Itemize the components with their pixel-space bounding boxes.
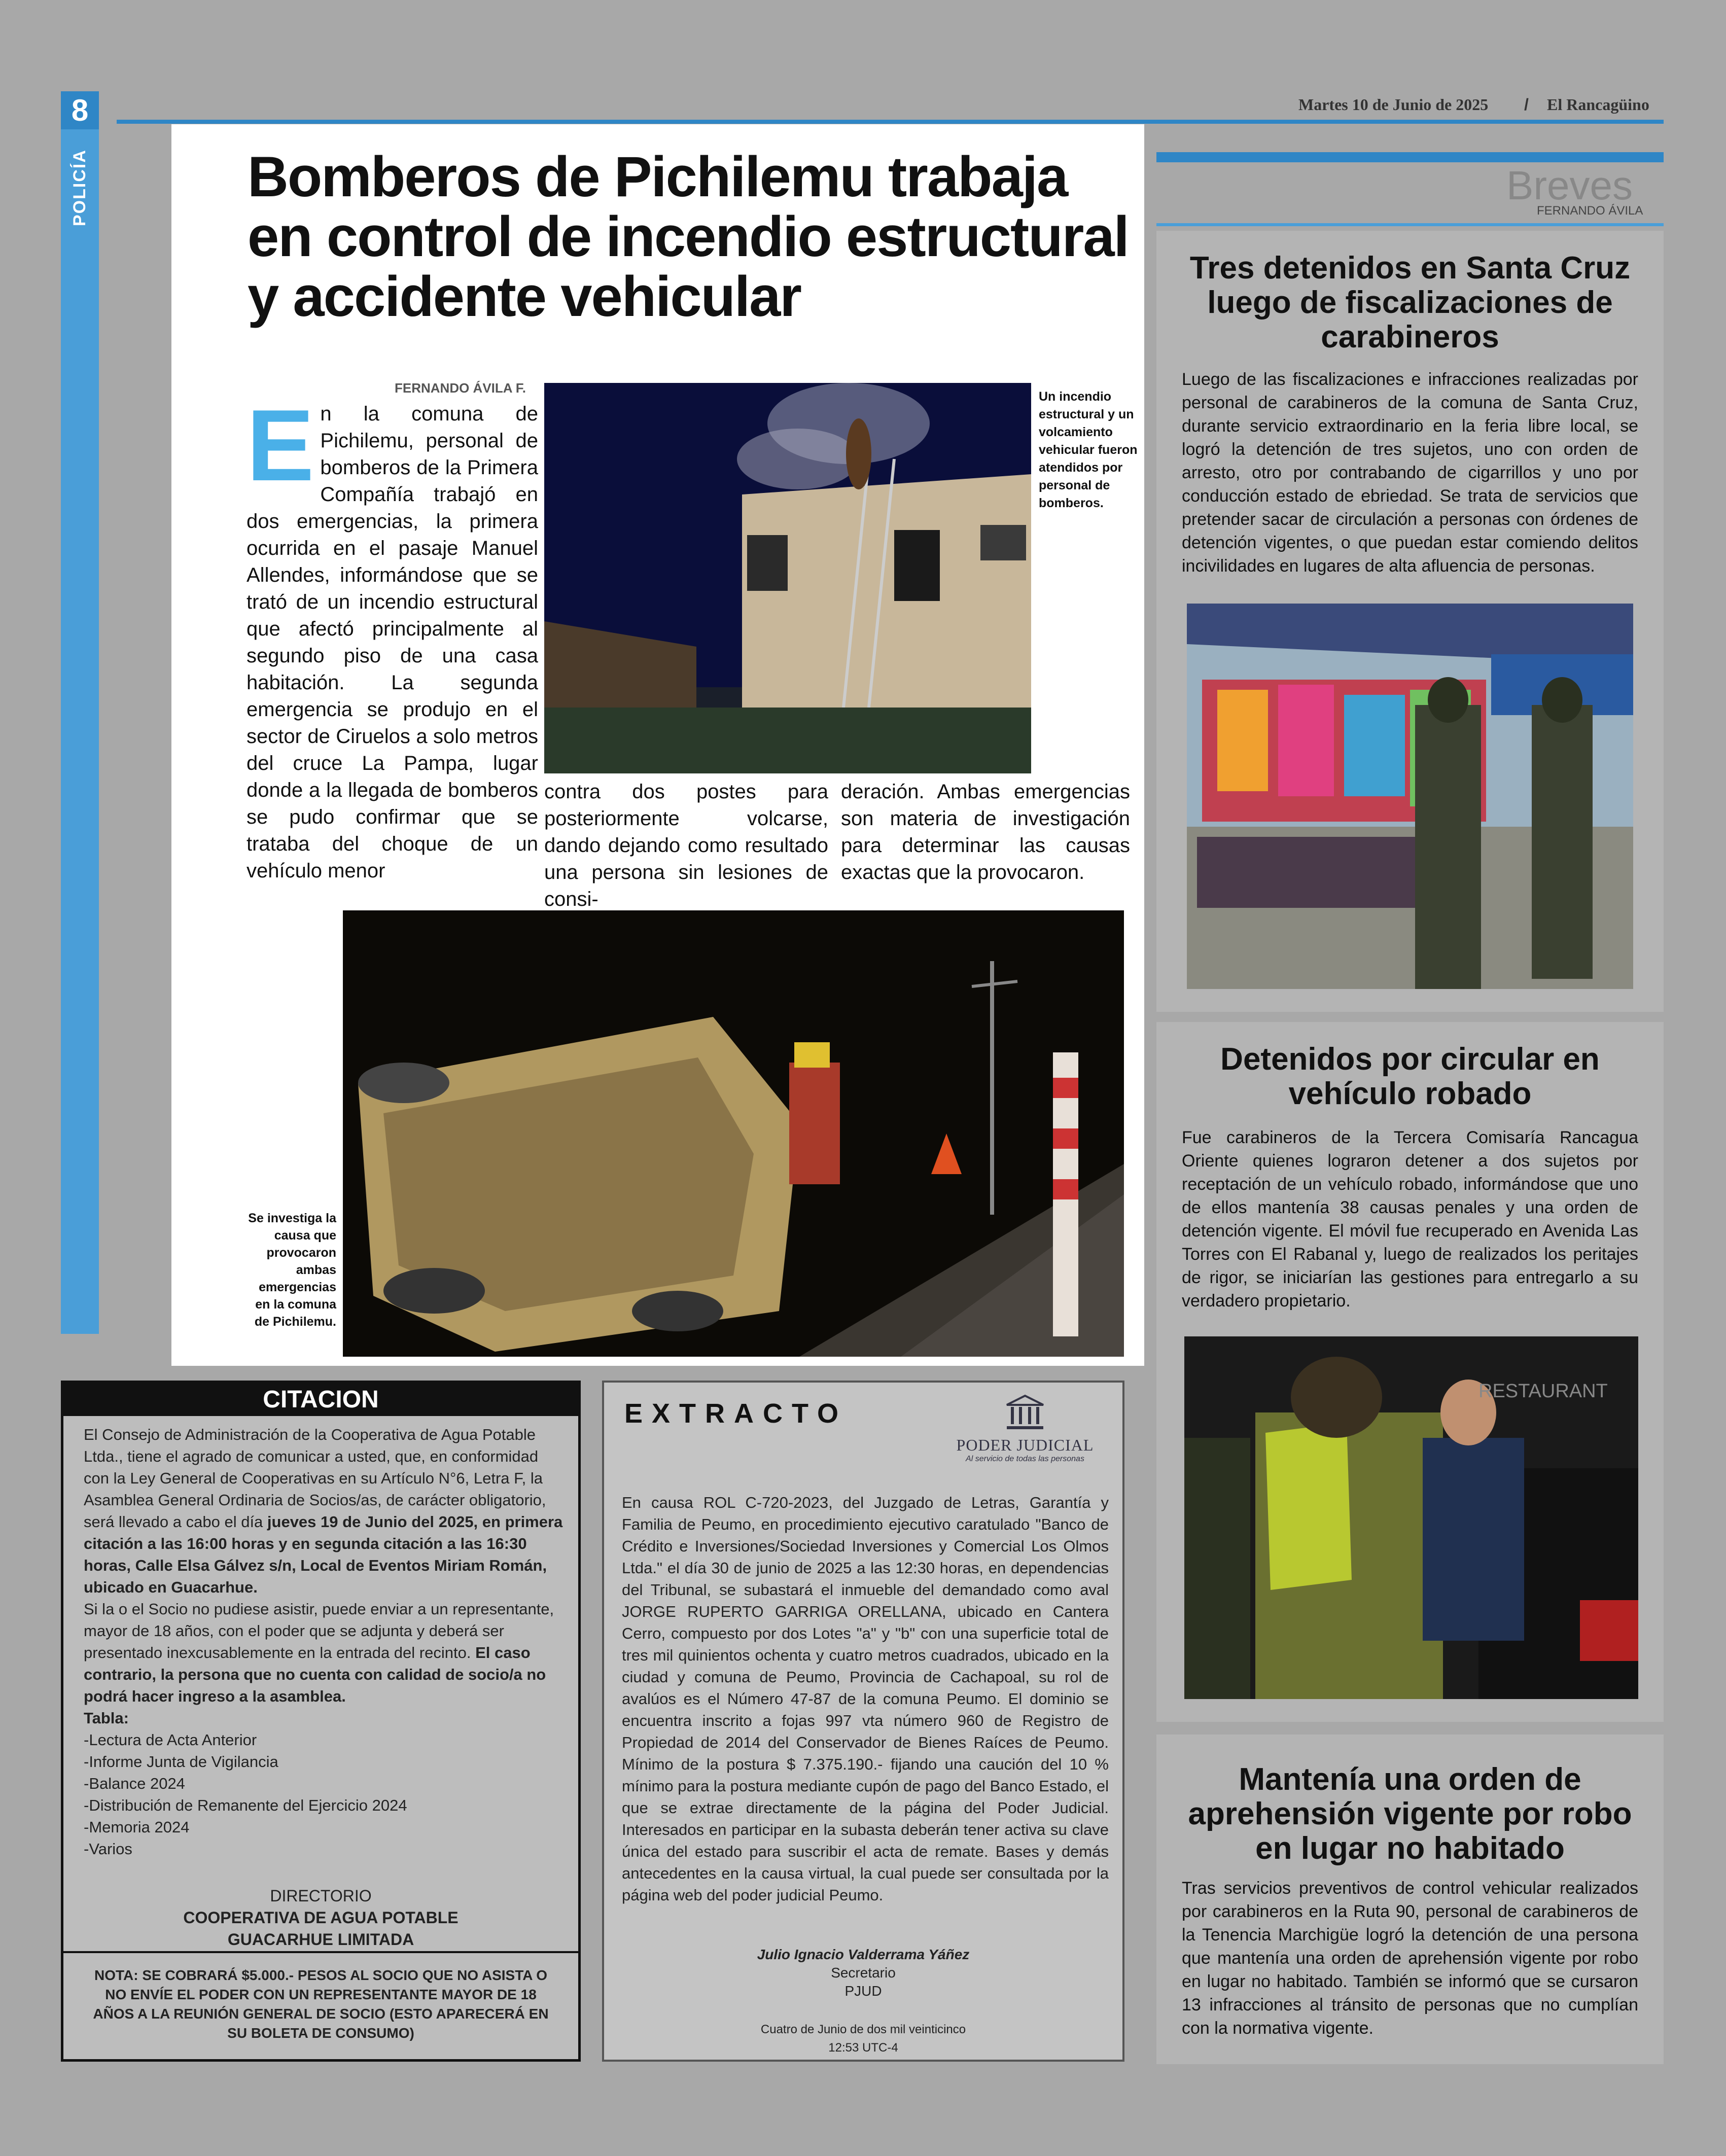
- courthouse-icon: [1005, 1393, 1045, 1433]
- headline: Bomberos de Pichilemu trabaja en control de incendio estructural y accidente vehicular: [248, 145, 1129, 328]
- breves-rule: [1156, 152, 1664, 162]
- brief-title: Detenidos por circular en vehículo robado: [1220, 1042, 1600, 1111]
- market-photo: [1187, 604, 1633, 989]
- fire-photo: [544, 383, 1031, 773]
- agenda-item: -Lectura de Acta Anterior: [84, 1731, 257, 1749]
- agenda-item: -Memoria 2024: [84, 1818, 190, 1836]
- extracto-signature: Julio Ignacio Valderrama Yáñez Secretario PJUD Cuatro de Junio de dos mil veinticinco 12:53 UTC-4: [757, 1947, 970, 2055]
- citacion-body: [84, 1424, 563, 1860]
- arrest-photo: [1184, 1336, 1638, 1699]
- breves-author: FERNANDO ÁVILA: [1537, 204, 1643, 218]
- top-rule: [117, 120, 1664, 124]
- section-label: POLICÍA: [70, 149, 89, 226]
- breves-rule-bottom: [1156, 223, 1664, 226]
- citacion-note: NOTA: SE COBRARÁ $5.000.- PESOS AL SOCIO QUE NO ASISTA O NO ENVÍE EL PODER CON UN REPRESENTANTE MAYOR DE 18 AÑOS A LA REUNIÓN GENERAL DE SOCIO (ESTO APARECERÁ EN SU BOLETA DE CONSUMO): [63, 1951, 578, 2058]
- fire-photo-caption: Un incendio estructural y un volcamiento vehicular fueron atendidos por personal de bomberos.: [1039, 390, 1138, 510]
- citacion-paragraph-2: Si la o el Socio no pudiese asistir, puede enviar a un representante, mayor de 18 años, con el poder que se adjunta y deberá ser presentado inexcusablemente en la entrada del recinto. El caso contrario, la persona que no cuenta con calidad de socio/a no podrá hacer ingreso a la asamblea.: [84, 1600, 554, 1705]
- crash-photo-caption: Se investiga la causa que provocaron ambas emergencias en la comuna de Pichilemu.: [248, 1211, 336, 1329]
- section-strip: [61, 91, 99, 1334]
- header-separator: /: [1524, 95, 1529, 114]
- crash-photo: [343, 910, 1124, 1357]
- article-column-3: deración. Ambas emergencias son materia de investigación para determinar las causas exactas que la provocaron.: [841, 781, 1130, 883]
- agenda-item: -Varios: [84, 1840, 132, 1858]
- citacion-signature: DIRECTORIO COOPERATIVA DE AGUA POTABLE GUACARHUE LIMITADA: [183, 1887, 459, 1949]
- brief-orden-aprehension: [1156, 1735, 1664, 2064]
- byline: FERNANDO ÁVILA F.: [395, 380, 526, 396]
- agenda-item: -Balance 2024: [84, 1775, 185, 1792]
- citacion-title: CITACION: [63, 1383, 578, 1416]
- brief-vehiculo-robado: [1156, 1022, 1664, 1722]
- poder-judicial-logo: PODER JUDICIAL Al servicio de todas las personas: [949, 1393, 1101, 1479]
- extracto-title: EXTRACTO: [624, 1398, 848, 1429]
- brief-body: Tras servicios preventivos de control vehicular realizados por carabineros en la Ruta 90, personal de carabineros de la Tenencia Marchigüe logró la detención de una persona que mantenía una orden de aprehensión vigente por robo en lugar no habitado. También se informó que se cursaron 13 infracciones al tránsito de personas que no cumplían con la normativa vigente.: [1182, 1879, 1638, 2038]
- citacion-paragraph-1: El Consejo de Administración de la Cooperativa de Agua Potable Ltda., tiene el agrado de comunicar a usted, que, en conformidad con la Ley General de Cooperativas en su Artículo N°6, Letra F, la Asamblea General Ordinaria de Socios/as, de carácter obligatorio, será llevado a cabo el día jueves 19 de Junio del 2025, en primera citación a las 16:00 horas y en segunda citación a las 16:30 horas, Calle Elsa Gálvez s/n, Local de Eventos Miriam Román, ubicado en Guacarhue.: [84, 1426, 563, 1596]
- article-column-2: contra dos postes para posteriormente volcarse, dando dejando como resultado una persona sin lesiones de consi-: [544, 781, 828, 910]
- agenda-item: -Informe Junta de Vigilancia: [84, 1753, 278, 1771]
- article-column-1: [246, 389, 538, 885]
- dropcap: E: [246, 389, 314, 502]
- brief-santa-cruz: [1156, 231, 1664, 1012]
- restaurant-sign: RESTAURANT: [1478, 1381, 1608, 1402]
- brief-body: Luego de las fiscalizaciones e infracciones realizadas por personal de carabineros de la comuna de Santa Cruz, durante servicio extraordinario en la feria libre local, se logró la detención de tres sujetos, uno con orden de arresto, otro por contrabando de cigarrillos y uno por conducción estado de ebriedad. Se trata de servicios que pretender sacar de circulación a personas con órdenes de detención vigentes, o que puedan estar comiendo delitos incivilidades en lugares de alta afluencia de personas.: [1182, 370, 1638, 576]
- brief-title: Mantenía una orden de aprehensión vigente por robo en lugar no habitado: [1188, 1762, 1632, 1866]
- extracto-body: En causa ROL C-720-2023, del Juzgado de Letras, Garantía y Familia de Peumo, en procedimiento ejecutivo caratulado "Banco de Crédito e Inversiones/Sociedad Inversiones y Comercial Los Olmos Ltda." el día 30 de junio de 2025 a las 12:30 horas, en dependencias del Tribunal, se subastará el inmueble del demandado como aval JORGE RUPERTO GARRIGA ORELLANA, ubicado en Cantera Cerro, compuesto por dos Lotes "a" y "b" con una superficie total de tres mil quinientos ochenta y cuatro metros cuadrados, ubicado en la ciudad y comuna de Peumo, Provincia de Cachapoal, su rol de avalúos es el Número 47-87 de la comuna Peumo. El dominio se encuentra inscrito a fojas 997 vta número 960 de Registro de Propiedad de 2014 del Conservador de Bienes Raíces de Peumo. Mínimo de la postura $ 7.375.190.- fijando una caución del 10 % mínimo para la postura mediante cupón de pago del Banco Estado, el que se extrae directamente de la página del Poder Judicial. Interesados en participar en la subasta deberán tener activa su clave única del estado para suscribir el acta de remate. Bases y demás antecedentes en la causa virtual, la cual puede ser consultada por la página web del poder judicial Peumo.: [622, 1494, 1109, 1904]
- issue-date: Martes 10 de Junio de 2025: [1298, 95, 1489, 114]
- citacion-notice: [61, 1381, 581, 2062]
- main-article: [171, 124, 1144, 1366]
- extracto-notice: [602, 1381, 1124, 2062]
- article-text-1: n la comuna de Pichilemu, personal de bomberos de la Primera Compañía trabajó en dos emergencias, la primera ocurrida en el pasaje Manuel Allendes, informándose que se trató de un incendio estructural que afectó principalmente al segundo piso de una casa habitación. La segunda emergencia se produjo en el sector de Ciruelos a solo metros del cruce La Pampa, lugar donde a la llegada de bomberos se pudo confirmar que se trataba del choque de un vehículo menor: [246, 403, 538, 882]
- breves-title: Breves: [1506, 163, 1633, 208]
- newspaper-name: El Rancagüino: [1547, 95, 1649, 114]
- agenda-label: Tabla:: [84, 1709, 129, 1727]
- brief-body: Fue carabineros de la Tercera Comisaría Rancagua Oriente quienes lograron detener a dos sujetos por receptación de un vehículo robado, informándose que uno de ellos mantenía 38 causas penales y una orden de detención vigente. El móvil fue recuperado en Avenida Las Torres con El Rabanal y, luego de realizados los peritajes de rigor, se iniciarían las gestiones para entregarlo a su verdadero propietario.: [1182, 1128, 1638, 1311]
- agenda-item: -Distribución de Remanente del Ejercicio 2024: [84, 1796, 407, 1814]
- brief-title: Tres detenidos en Santa Cruz luego de fiscalizaciones de carabineros: [1189, 251, 1631, 355]
- page-number: 8: [61, 91, 99, 129]
